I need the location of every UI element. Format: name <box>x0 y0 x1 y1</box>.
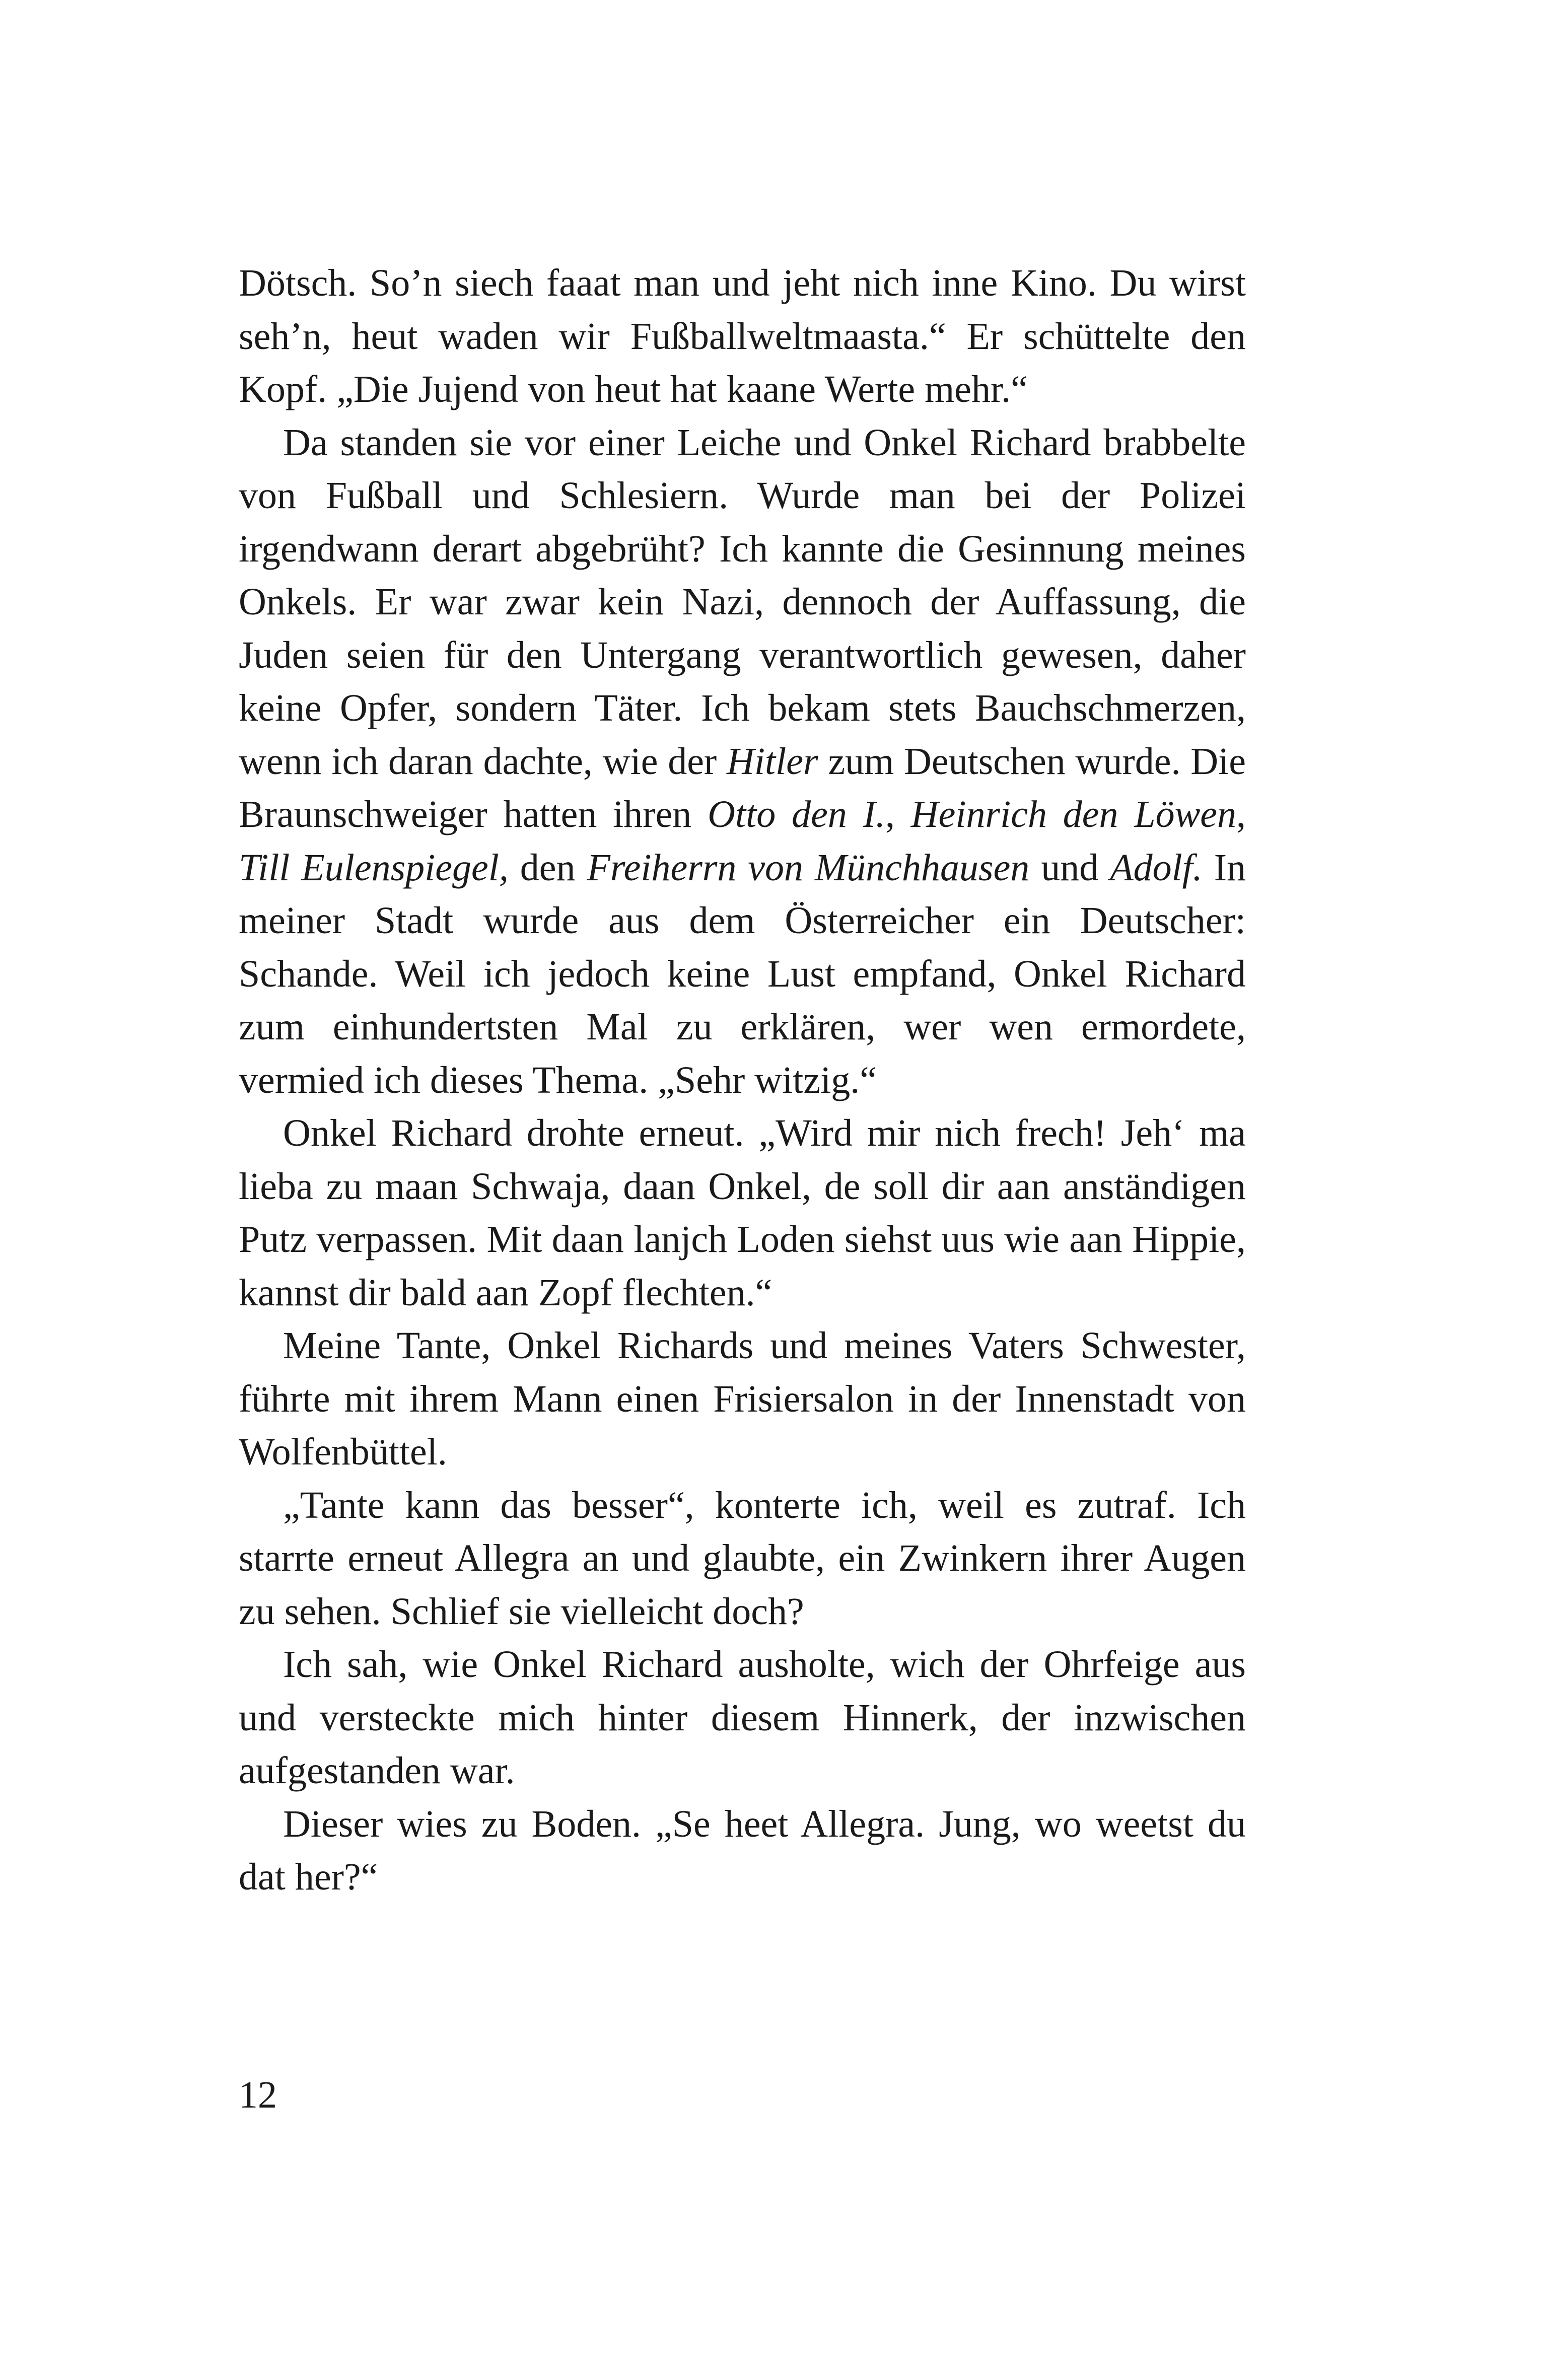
text-segment: , <box>1236 793 1246 835</box>
italic-text: Heinrich den Löwen <box>910 793 1237 835</box>
text-segment: In meiner Stadt wurde aus dem Österreicher ein Deutscher: Schande. Weil ich jedoch keine Lust empfand, Onkel Richard zum einhundertsten Mal zu erklären, wer wen ermordete, vermied ich dieses Thema. „Sehr witzig.“ <box>239 846 1246 1101</box>
text-segment: Meine Tante, Onkel Richards und meines Vaters Schwester, führte mit ihrem Mann einen Frisiersalon in der Innenstadt von Wolfenbüttel. <box>239 1324 1246 1473</box>
text-segment: Ich sah, wie Onkel Richard ausholte, wich der Ohrfeige aus und versteckte mich hinter diesem Hinnerk, der inzwischen aufgestanden war. <box>239 1643 1246 1792</box>
text-segment: , <box>885 793 911 835</box>
text-segment: Dötsch. So’n siech faaat man und jeht nich inne Kino. Du wirst seh’n, heut waden wir Fußballweltmaasta.“ Er schüttelte den Kopf. „Die Jujend von heut hat kaane Werte mehr.“ <box>239 262 1246 410</box>
italic-text: Otto den I. <box>708 793 885 835</box>
text-segment: Da standen sie vor einer Leiche und Onkel Richard brabbelte von Fußball und Schlesiern. Wurde man bei der Polizei irgendwann derart abgebrüht? Ich kannte die Gesinnung meines Onkels. Er war zwar kein Nazi, dennoch der Auffassung, die Juden seien für den Untergang verantwortlich gewesen, daher keine Opfer, sondern Täter. Ich bekam stets Bauchschmerzen, wenn ich daran dachte, wie der <box>239 421 1246 783</box>
paragraph <box>239 1319 1246 1479</box>
paragraph <box>239 1798 1246 1904</box>
page-number: 12 <box>239 2074 277 2116</box>
text-segment: zum Deutschen wurde. Die Braunschweiger hatten ihren <box>239 740 1246 835</box>
paragraph <box>239 416 1246 1107</box>
text-segment: und <box>1029 846 1110 889</box>
italic-text: Till Eulenspiegel, <box>239 846 509 889</box>
text-segment: Dieser wies zu Boden. „Se heet Allegra. Jung, wo weetst du dat her?“ <box>239 1802 1246 1898</box>
text-segment: „Tante kann das besser“, konterte ich, weil es zutraf. Ich starrte erneut Allegra an und glaubte, ein Zwinkern ihrer Augen zu sehen. Schlief sie vielleicht doch? <box>239 1484 1246 1633</box>
italic-text: Adolf. <box>1110 846 1203 889</box>
paragraph <box>239 1638 1246 1798</box>
paragraph <box>239 1479 1246 1639</box>
paragraph <box>239 257 1246 416</box>
body-text <box>239 257 1246 1904</box>
text-segment: Onkel Richard drohte erneut. „Wird mir nich frech! Jeh‘ ma lieba zu maan Schwaja, daan Onkel, de soll dir aan anständigen Putz verpassen. Mit daan lanjch Loden siehst uus wie aan Hippie, kannst dir bald aan Zopf flechten.“ <box>239 1112 1246 1314</box>
italic-text: Hitler <box>727 740 818 783</box>
text-segment: den <box>508 846 587 889</box>
italic-text: Freiherrn von Münchhausen <box>587 846 1030 889</box>
paragraph <box>239 1107 1246 1319</box>
